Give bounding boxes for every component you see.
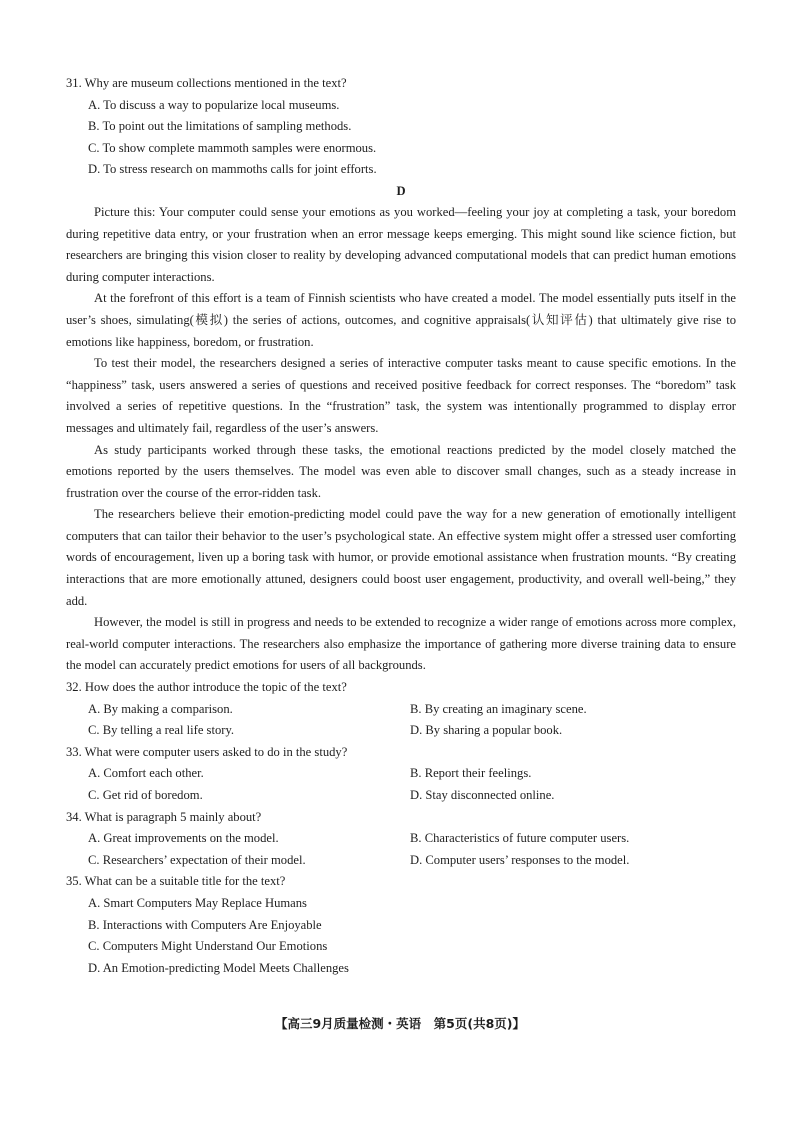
options-grid: [66, 763, 736, 806]
option-c: C. Researchers’ expectation of their model.: [88, 852, 306, 867]
exam-page: [66, 73, 736, 979]
option-b: B. Characteristics of future computer users.: [410, 831, 630, 846]
section-heading: D: [396, 183, 406, 198]
option-b: B. To point out the limitations of sampling methods.: [88, 119, 352, 134]
option-d: D. Computer users’ responses to the model.: [410, 852, 630, 867]
paragraph: As study participants worked through these tasks, the emotional reactions predicted by the model closely matched the emotions reported by the users themselves. The model was even able to discover small changes, such as a steady increase in frustration over the course of the error-ridden task.: [66, 442, 736, 500]
question-stem: 33. What were computer users asked to do in the study?: [66, 744, 348, 759]
paragraph: To test their model, the researchers designed a series of interactive computer tasks meant to cause specific emotions. In the “happiness” task, users answered a series of questions and received positive feedback for correct responses. The “boredom” task involved a series of repetitive questions. In the “frustration” task, the system was intentionally programmed to display error messages and ultimately fail, regardless of the user’s answers.: [66, 356, 736, 435]
page-footer: 【高三9月质量检测・英语 第5页(共8页)】: [274, 1016, 526, 1031]
paragraph: The researchers believe their emotion-predicting model could pave the way for a new generation of emotionally intelligent computers that can tailor their behavior to the user’s psychological state. An effective system might offer a stressed user comforting words of encouragement, liven up a boring task with humor, or provide emotional assistance when frustration mounts. “By creating interactions that are more emotionally attuned, designers could boost user engagement, productivity, and overall well-being,” they add.: [66, 507, 736, 608]
option-a: A. To discuss a way to popularize local museums.: [88, 97, 340, 112]
option-d: D. By sharing a popular book.: [410, 723, 563, 738]
paragraph: Picture this: Your computer could sense your emotions as you worked—feeling your joy at completing a task, your boredom during repetitive data entry, or your frustration when an error message keeps emerging. This might sound like science fiction, but researchers are bringing this vision closer to reality by developing advanced computational models that can predict human emotions during computer interactions.: [66, 204, 736, 284]
question-32: [66, 677, 736, 742]
option-a: A. Great improvements on the model.: [88, 831, 279, 846]
question-stem: 34. What is paragraph 5 mainly about?: [66, 809, 262, 824]
options-grid: [66, 828, 736, 871]
question-stem: 31. Why are museum collections mentioned in the text?: [66, 76, 347, 90]
question-34: [66, 807, 736, 872]
reading-passage: [66, 202, 736, 677]
option-d: D. An Emotion-predicting Model Meets Challenges: [88, 960, 349, 975]
paragraph: However, the model is still in progress and needs to be extended to recognize a wider range of emotions across more complex, real-world computer interactions. The researchers also emphasize the importance of gathering more diverse training data to ensure the model can accurately predict emotions for users of all backgrounds.: [66, 615, 736, 673]
question-stem: 35. What can be a suitable title for the text?: [66, 874, 286, 889]
paragraph: At the forefront of this effort is a team of Finnish scientists who have created a model. The model essentially puts itself in the user’s shoes, simulating(模拟) the series of actions, outcomes, and cognitive appraisals(认知评估) that ultimately give rise to emotions like happiness, boredom, or frustration.: [66, 291, 736, 349]
option-a: A. Comfort each other.: [88, 766, 204, 781]
option-d: D. Stay disconnected online.: [410, 788, 555, 802]
option-c: C. To show complete mammoth samples were enormous.: [88, 140, 377, 155]
option-b: B. Interactions with Computers Are Enjoyable: [88, 917, 322, 932]
option-b: B. By creating an imaginary scene.: [410, 701, 587, 716]
option-a: A. Smart Computers May Replace Humans: [88, 895, 307, 910]
question-31: [66, 73, 736, 181]
question-stem: 32. How does the author introduce the topic of the text?: [66, 680, 347, 695]
options-grid: [66, 699, 736, 742]
question-35: [66, 871, 736, 979]
question-33: [66, 742, 736, 807]
option-d: D. To stress research on mammoths calls for joint efforts.: [88, 162, 377, 177]
option-c: C. Computers Might Understand Our Emotions: [88, 939, 328, 954]
option-a: A. By making a comparison.: [88, 701, 233, 716]
option-b: B. Report their feelings.: [410, 766, 532, 781]
option-c: C. By telling a real life story.: [88, 723, 235, 738]
option-c: C. Get rid of boredom.: [88, 788, 203, 802]
